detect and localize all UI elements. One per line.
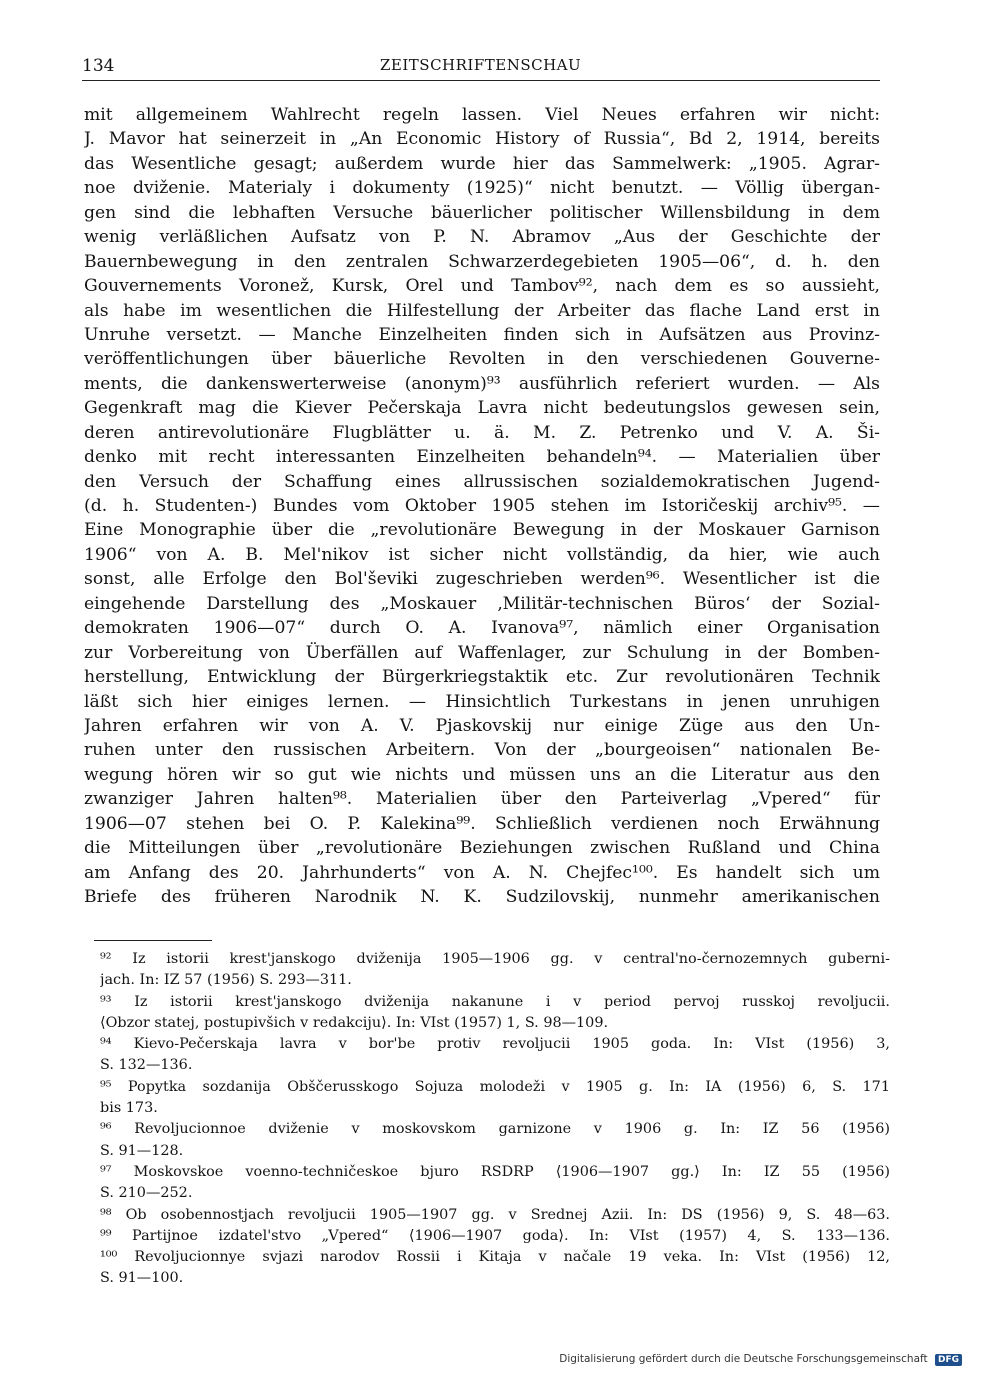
dfg-logo: DFG xyxy=(935,1354,962,1366)
body-line: denko mit recht interessanten Einzelheiten behandeln⁹⁴. — Materialien über xyxy=(84,447,880,468)
footnote-continuation: S. 210—252. xyxy=(100,1185,193,1202)
footnote: ⁹⁸ Ob osobennostjach revoljucii 1905—1907 gg. v Srednej Azii. In: DS (1956) 9, S. 48—63. xyxy=(100,1206,890,1223)
body-line: die Mitteilungen über „revolutionäre Beziehungen zwischen Rußland und China xyxy=(84,838,880,859)
body-line: 1906“ von A. B. Mel'nikov ist sicher nicht vollständig, da hier, wie auch xyxy=(84,544,880,565)
body-line: noe dviženie. Materialy i dokumenty (1925)“ nicht benutzt. — Völlig übergan- xyxy=(84,178,880,199)
body-line: eingehende Darstellung des „Moskauer ‚Militär-technischen Büros‘ der Sozial- xyxy=(84,593,880,614)
footnote-divider xyxy=(94,940,212,941)
footnote: ⁹³ Iz istorii krest'janskogo dviženija nakanune i v period pervoj russkoj revoljucii. xyxy=(100,993,890,1010)
digitization-credit xyxy=(559,1353,962,1366)
footnote: ⁹⁶ Revoljucionnoe dviženie v moskovskom garnizone v 1906 g. In: IZ 56 (1956) xyxy=(100,1121,890,1138)
body-line: sonst, alle Erfolge den Bol'ševiki zugeschrieben werden⁹⁶. Wesentlicher ist die xyxy=(84,569,880,590)
footnotes-block xyxy=(100,949,890,1290)
body-line: Briefe des früheren Narodnik N. K. Sudzilovskij, nunmehr amerikanischen xyxy=(84,887,880,907)
footnote: ⁹⁹ Partijnoe izdatel'stvo „Vpered“ ⟨1906—1907 goda⟩. In: VIst (1957) 4, S. 133—136. xyxy=(100,1227,890,1244)
footnote-continuation: S. 132—136. xyxy=(100,1057,193,1074)
body-line: ments, die dankenswerterweise (anonym)⁹³ ausführlich referiert wurden. — Als xyxy=(84,373,880,394)
footnote: ⁹² Iz istorii krest'janskogo dviženija 1905—1906 gg. v central'no-černozemnych guberni- xyxy=(100,951,890,967)
footnote-continuation: S. 91—128. xyxy=(100,1142,184,1159)
body-line: Eine Monographie über die „revolutionäre Bewegung in der Moskauer Garnison xyxy=(84,520,880,541)
body-line: Bauernbewegung in den zentralen Schwarzerdegebieten 1905—06“, d. h. den xyxy=(84,251,880,272)
body-line: Unruhe versetzt. — Manche Einzelheiten finden sich in Aufsätzen aus Provinz- xyxy=(84,324,880,345)
footnote-continuation: bis 173. xyxy=(100,1100,158,1117)
body-line: läßt sich hier einiges lernen. — Hinsichtlich Turkestans in jenen unruhigen xyxy=(84,691,880,712)
credit-text: Digitalisierung gefördert durch die Deutsche Forschungsgemeinschaft xyxy=(559,1353,928,1365)
body-line: ruhen unter den russischen Arbeitern. Von der „bourgeoisen“ nationalen Be- xyxy=(84,740,880,761)
body-line: Gegenkraft mag die Kiever Pečerskaja Lavra nicht bedeutungslos gewesen sein, xyxy=(84,398,880,419)
body-line: wegung hören wir so gut wie nichts und müssen uns an die Literatur aus den xyxy=(84,764,880,785)
section-title: ZEITSCHRIFTENSCHAU xyxy=(380,56,582,74)
body-line: deren antirevolutionäre Flugblätter u. ä. M. Z. Petrenko und V. A. Ši- xyxy=(84,422,880,443)
footnote: ⁹⁷ Moskovskoe voenno-techničeskoe bjuro RSDRP ⟨1906—1907 gg.⟩ In: IZ 55 (1956) xyxy=(100,1163,890,1180)
body-line: am Anfang des 20. Jahrhunderts“ von A. N. Chejfec¹⁰⁰. Es handelt sich um xyxy=(84,862,880,883)
body-line: den Versuch der Schaffung eines allrussischen sozialdemokratischen Jugend- xyxy=(84,471,880,492)
footnote: ¹⁰⁰ Revoljucionnye svjazi narodov Rossii i Kitaja v načale 19 veka. In: VIst (1956) 12, xyxy=(100,1249,890,1266)
body-line: wenig verläßlichen Aufsatz von P. N. Abramov „Aus der Geschichte der xyxy=(84,227,880,248)
footnote-continuation: jach. In: IZ 57 (1956) S. 293—311. xyxy=(100,972,352,989)
body-line: Gouvernements Voronež, Kursk, Orel und Tambov⁹², nach dem es so aussieht, xyxy=(84,276,880,297)
body-line: als habe im wesentlichen die Hilfestellung der Arbeiter das flache Land erst in xyxy=(84,300,880,321)
body-line: J. Mavor hat seinerzeit in „An Economic History of Russia“, Bd 2, 1914, bereits xyxy=(84,129,880,150)
body-line: Jahren erfahren wir von A. V. Pjaskovskij nur einige Züge aus den Un- xyxy=(84,715,880,736)
footnote: ⁹⁵ Popytka sozdanija Obščerusskogo Sojuza molodeži v 1905 g. In: IA (1956) 6, S. 171 xyxy=(100,1078,890,1095)
footnote-continuation: S. 91—100. xyxy=(100,1270,184,1287)
footnote-continuation: ⟨Obzor statej, postupivšich v redakciju⟩. In: VIst (1957) 1, S. 98—109. xyxy=(100,1014,609,1031)
page-number: 134 xyxy=(82,56,115,76)
body-line: gen sind die lebhaften Versuche bäuerlicher politischer Willensbildung in dem xyxy=(84,202,880,223)
body-line: veröffentlichungen über bäuerliche Revolten in den verschiedenen Gouverne- xyxy=(84,349,880,370)
body-line: (d. h. Studenten-) Bundes vom Oktober 1905 stehen im Istoričeskij archiv⁹⁵. — xyxy=(84,496,880,516)
body-line: 1906—07 stehen bei O. P. Kalekina⁹⁹. Schließlich verdienen noch Erwähnung xyxy=(84,813,880,834)
body-line: zur Vorbereitung von Überfällen auf Waffenlager, zur Schulung in der Bomben- xyxy=(84,642,880,663)
body-line: herstellung, Entwicklung der Bürgerkriegstaktik etc. Zur revolutionären Technik xyxy=(84,667,880,688)
running-head xyxy=(82,54,880,81)
body-line: demokraten 1906—07“ durch O. A. Ivanova⁹⁷, nämlich einer Organisation xyxy=(84,618,880,639)
footnote: ⁹⁴ Kievo-Pečerskaja lavra v bor'be protiv revoljucii 1905 goda. In: VIst (1956) 3, xyxy=(100,1036,890,1053)
body-line: mit allgemeinem Wahlrecht regeln lassen. Viel Neues erfahren wir nicht: xyxy=(84,105,880,125)
body-paragraph xyxy=(84,103,880,909)
body-line: das Wesentliche gesagt; außerdem wurde hier das Sammelwerk: „1905. Agrar- xyxy=(84,153,880,174)
body-line: zwanziger Jahren halten⁹⁸. Materialien über den Parteiverlag „Vpered“ für xyxy=(84,789,880,810)
